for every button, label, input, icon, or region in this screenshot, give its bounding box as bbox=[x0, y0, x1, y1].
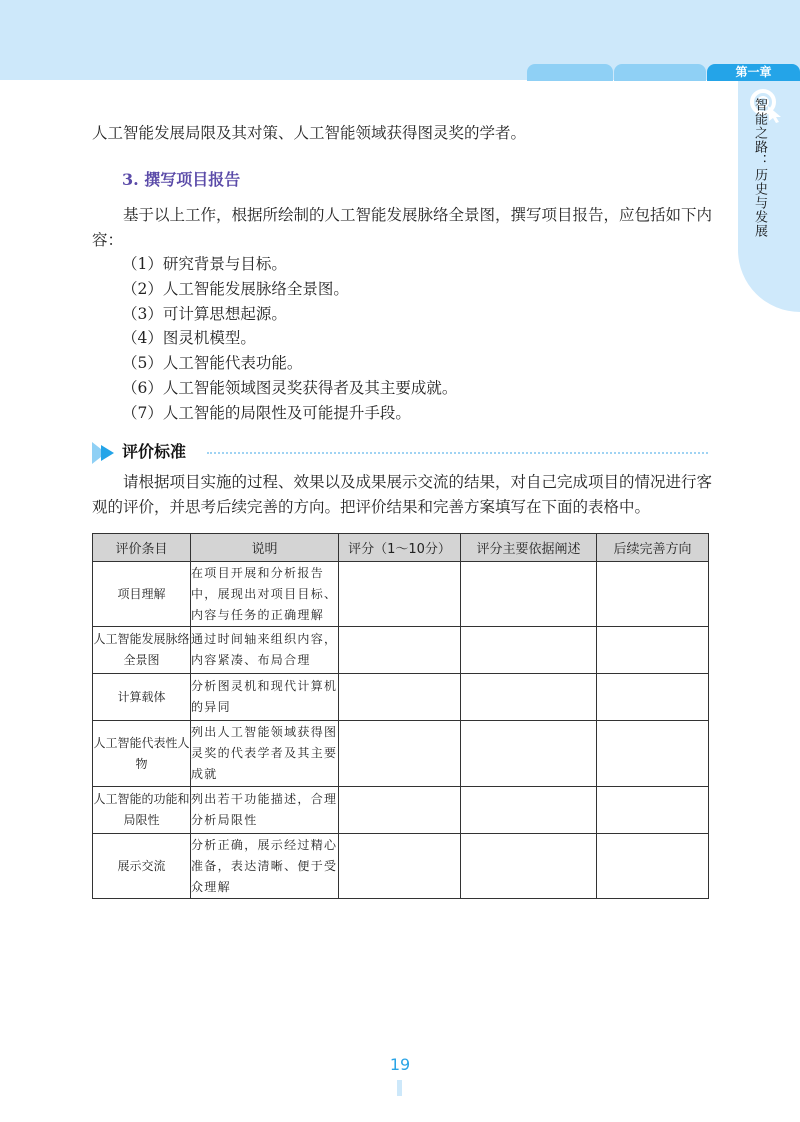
evaluation-table bbox=[92, 533, 709, 899]
row-item: 人工智能发展脉络全景图 bbox=[93, 627, 191, 674]
list-item: （5）人工智能代表功能。 bbox=[122, 354, 303, 373]
table-row bbox=[93, 834, 709, 899]
eval-title: 评价标准 bbox=[122, 442, 187, 461]
table-row bbox=[93, 674, 709, 721]
header-direction: 后续完善方向 bbox=[597, 534, 709, 562]
table-row bbox=[93, 627, 709, 674]
row-item: 人工智能的功能和局限性 bbox=[93, 787, 191, 834]
row-desc: 通过时间轴来组织内容，内容紧凑、布局合理 bbox=[191, 627, 339, 674]
table-row bbox=[93, 562, 709, 627]
eval-section-header bbox=[92, 440, 708, 466]
table-row bbox=[93, 721, 709, 787]
row-desc: 列出若干功能描述，合理分析局限性 bbox=[191, 787, 339, 834]
row-item: 项目理解 bbox=[93, 562, 191, 627]
score-cell[interactable] bbox=[339, 627, 461, 674]
chapter-tab-decor-2 bbox=[614, 64, 706, 81]
score-cell[interactable] bbox=[339, 834, 461, 899]
list-item: （3）可计算思想起源。 bbox=[122, 304, 287, 323]
basis-cell[interactable] bbox=[461, 787, 597, 834]
table-header-row bbox=[93, 534, 709, 562]
direction-cell[interactable] bbox=[597, 627, 709, 674]
page-number: 19 bbox=[389, 1055, 411, 1074]
score-cell[interactable] bbox=[339, 562, 461, 627]
side-chapter-title: 智能之路：历史与发展 bbox=[752, 98, 767, 238]
row-desc: 分析图灵机和现代计算机的异同 bbox=[191, 674, 339, 721]
basis-cell[interactable] bbox=[461, 721, 597, 787]
score-cell[interactable] bbox=[339, 787, 461, 834]
report-items-list bbox=[122, 252, 457, 426]
header-score: 评分（1～10分） bbox=[339, 534, 461, 562]
section-heading: 3. 撰写项目报告 bbox=[122, 170, 241, 189]
row-desc: 列出人工智能领域获得图灵奖的代表学者及其主要成就 bbox=[191, 721, 339, 787]
direction-cell[interactable] bbox=[597, 787, 709, 834]
basis-cell[interactable] bbox=[461, 834, 597, 899]
list-item: （4）图灵机模型。 bbox=[122, 329, 256, 348]
report-paragraph: 基于以上工作，根据所绘制的人工智能发展脉络全景图，撰写项目报告，应包括如下内容： bbox=[92, 206, 713, 249]
direction-cell[interactable] bbox=[597, 834, 709, 899]
basis-cell[interactable] bbox=[461, 562, 597, 627]
play-arrows-icon bbox=[92, 442, 118, 464]
dotted-divider bbox=[207, 452, 708, 454]
list-item: （7）人工智能的局限性及可能提升手段。 bbox=[122, 403, 411, 422]
row-desc: 分析正确，展示经过精心准备，表达清晰、便于受众理解 bbox=[191, 834, 339, 899]
list-item: （1）研究背景与目标。 bbox=[122, 255, 287, 273]
row-desc: 在项目开展和分析报告中，展现出对项目目标、内容与任务的正确理解 bbox=[191, 562, 339, 627]
chapter-tab-decor-1 bbox=[527, 64, 613, 81]
eval-paragraph: 请根据项目实施的过程、效果以及成果展示交流的结果，对自己完成项目的情况进行客观的评价，并思考后续完善的方向。把评价结果和完善方案填写在下面的表格中。 bbox=[92, 473, 713, 516]
page-number-bar bbox=[397, 1080, 402, 1096]
table-row bbox=[93, 787, 709, 834]
list-item: （2）人工智能发展脉络全景图。 bbox=[122, 279, 349, 298]
score-cell[interactable] bbox=[339, 674, 461, 721]
direction-cell[interactable] bbox=[597, 562, 709, 627]
direction-cell[interactable] bbox=[597, 674, 709, 721]
direction-cell[interactable] bbox=[597, 721, 709, 787]
chapter-tab: 第一章 bbox=[707, 64, 800, 81]
header-basis: 评分主要依据阐述 bbox=[461, 534, 597, 562]
row-item: 人工智能代表性人物 bbox=[93, 721, 191, 787]
basis-cell[interactable] bbox=[461, 674, 597, 721]
intro-line: 人工智能发展局限及其对策、人工智能领域获得图灵奖的学者。 bbox=[92, 124, 527, 142]
header-item: 评价条目 bbox=[93, 534, 191, 562]
score-cell[interactable] bbox=[339, 721, 461, 787]
header-desc: 说明 bbox=[191, 534, 339, 562]
row-item: 展示交流 bbox=[93, 834, 191, 899]
row-item: 计算载体 bbox=[93, 674, 191, 721]
basis-cell[interactable] bbox=[461, 627, 597, 674]
list-item: （6）人工智能领域图灵奖获得者及其主要成就。 bbox=[122, 378, 458, 397]
